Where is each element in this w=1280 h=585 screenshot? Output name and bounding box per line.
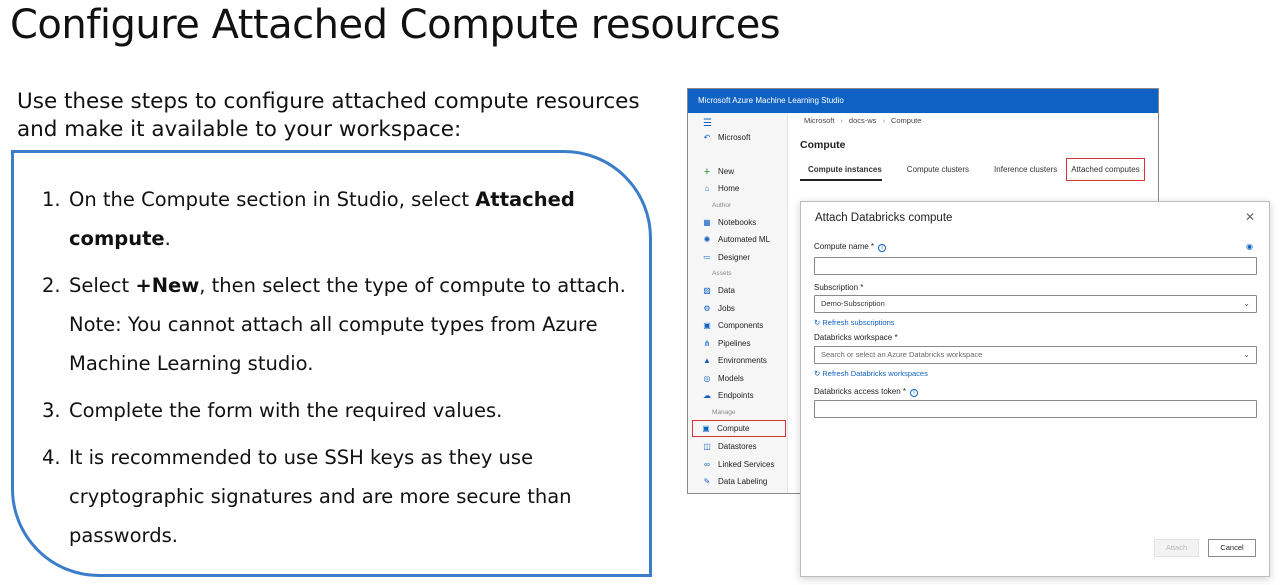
tab-attached-computes[interactable]: Attached computes [1066,158,1144,181]
databricks-workspace-select[interactable]: Search or select an Azure Databricks workspace ⌄ [814,346,1257,364]
compute-name-input[interactable] [814,257,1257,275]
dialog-title: Attach Databricks compute [815,212,953,224]
refresh-subscriptions-link[interactable]: ↻ Refresh subscriptions [814,318,895,327]
sidebar-item-notebooks[interactable]: ▦ Notebooks [703,217,757,227]
step-number: 2. [42,274,61,297]
sidebar-item-environments[interactable]: ▲ Environments [703,355,767,365]
hamburger-icon[interactable]: ☰ [703,118,712,129]
cancel-button[interactable]: Cancel [1208,539,1256,557]
studio-topbar: Microsoft Azure Machine Learning Studio [688,89,1158,113]
tab-compute-instances[interactable]: Compute instances [800,165,882,181]
close-icon[interactable]: ✕ [1244,210,1255,224]
sidebar-item-data-labeling[interactable]: ✎ Data Labeling [703,476,768,486]
sidebar-item-models[interactable]: ◎ Models [703,373,744,383]
refresh-icon: ↻ [814,318,821,327]
automl-icon: ✺ [703,234,711,244]
home-icon: ⌂ [704,183,710,193]
sidebar-section-manage: Manage [712,409,736,416]
compute-tabs [800,165,1159,181]
step-number: 3. [42,399,61,422]
sidebar-item-compute[interactable]: ▣ Compute [692,420,786,437]
refresh-workspaces-link[interactable]: ↻ Refresh Databricks workspaces [814,369,928,378]
chevron-down-icon: ⌄ [1243,299,1250,308]
back-icon: ↶ [703,132,711,142]
sidebar-item-designer[interactable]: ≔ Designer [703,252,751,262]
endpoints-icon: ☁ [703,390,711,400]
chevron-right-icon: › [840,116,843,125]
notebook-icon: ▦ [703,217,711,227]
step-text: Select [69,274,136,297]
components-icon: ▣ [703,320,711,330]
tab-compute-clusters[interactable]: Compute clusters [906,165,970,174]
pipelines-icon: ⋔ [703,338,711,348]
databricks-workspace-label: Databricks workspace * [814,333,898,342]
sidebar-item-components[interactable]: ▣ Components [703,320,764,330]
sidebar-item-automated-ml[interactable]: ✺ Automated ML [703,234,771,244]
linked-services-icon: ∞ [704,459,710,469]
step-text-end: , then select the type of compute to attach. Note: You cannot attach all compute types from Azure Machine Learning studio. [69,274,626,375]
step-text: It is recommended to use SSH keys as they use cryptographic signatures and are more secure than passwords. [69,446,572,547]
step-bold: Attached compute [69,188,575,250]
environments-icon: ▲ [703,355,711,365]
intro-text: Use these steps to configure attached compute resources and make it available to your workspace: [17,89,640,142]
attach-databricks-dialog [800,201,1270,577]
step-1 [42,180,632,258]
refresh-icon: ↻ [814,369,821,378]
sidebar-item-home[interactable]: ⌂ Home [704,183,740,193]
info-icon[interactable]: i [910,389,918,397]
step-bold: +New [135,274,200,297]
chevron-right-icon: › [882,116,885,125]
access-token-input[interactable] [814,400,1257,418]
access-token-label: Databricks access token * i [814,387,918,397]
step-number: 1. [42,188,61,211]
step-text-end: . [164,227,171,250]
info-icon[interactable]: i [878,244,886,252]
sidebar-back-microsoft[interactable]: ↶ Microsoft [703,132,751,142]
subscription-label: Subscription * [814,283,864,292]
models-icon: ◎ [703,373,711,383]
steps-list [42,180,632,563]
compute-name-label: Compute name * i [814,242,886,252]
sidebar-item-jobs[interactable]: ⚙ Jobs [703,303,735,313]
sidebar-item-endpoints[interactable]: ☁ Endpoints [703,390,754,400]
step-text: On the Compute section in Studio, select [69,188,476,211]
sidebar-item-linked-services[interactable]: ∞ Linked Services [704,459,775,469]
studio-sidebar [688,113,788,493]
step-4 [42,438,632,555]
page-title: Compute [800,139,846,151]
sidebar-item-new[interactable]: + New [703,165,735,178]
breadcrumb-microsoft[interactable]: Microsoft [804,116,835,125]
breadcrumb [804,116,921,125]
slide-title: Configure Attached Compute resources [10,2,781,48]
sidebar-item-data[interactable]: ▨ Data [703,285,735,295]
subscription-select[interactable]: Demo-Subscription ⌄ [814,295,1257,313]
sidebar-section-assets: Assets [712,270,732,277]
data-labeling-icon: ✎ [703,476,711,486]
sidebar-item-datastores[interactable]: ◫ Datastores [703,441,757,451]
step-number: 4. [42,446,61,469]
step-2 [42,266,632,383]
step-3 [42,391,632,430]
chevron-down-icon: ⌄ [1243,350,1250,359]
sidebar-section-author: Author [712,202,732,209]
designer-icon: ≔ [703,252,711,262]
tab-inference-clusters[interactable]: Inference clusters [994,165,1058,174]
eye-icon[interactable]: ◉ [1246,242,1253,251]
jobs-icon: ⚙ [703,303,711,313]
breadcrumb-compute: Compute [890,116,922,125]
plus-icon: + [703,165,711,178]
breadcrumb-workspace[interactable]: docs-ws [848,116,877,125]
attach-button[interactable]: Attach [1154,539,1199,557]
compute-icon: ▣ [702,423,710,433]
datastores-icon: ◫ [703,441,711,451]
data-icon: ▨ [703,285,711,295]
step-text: Complete the form with the required values. [69,399,503,422]
sidebar-item-pipelines[interactable]: ⋔ Pipelines [703,338,751,348]
